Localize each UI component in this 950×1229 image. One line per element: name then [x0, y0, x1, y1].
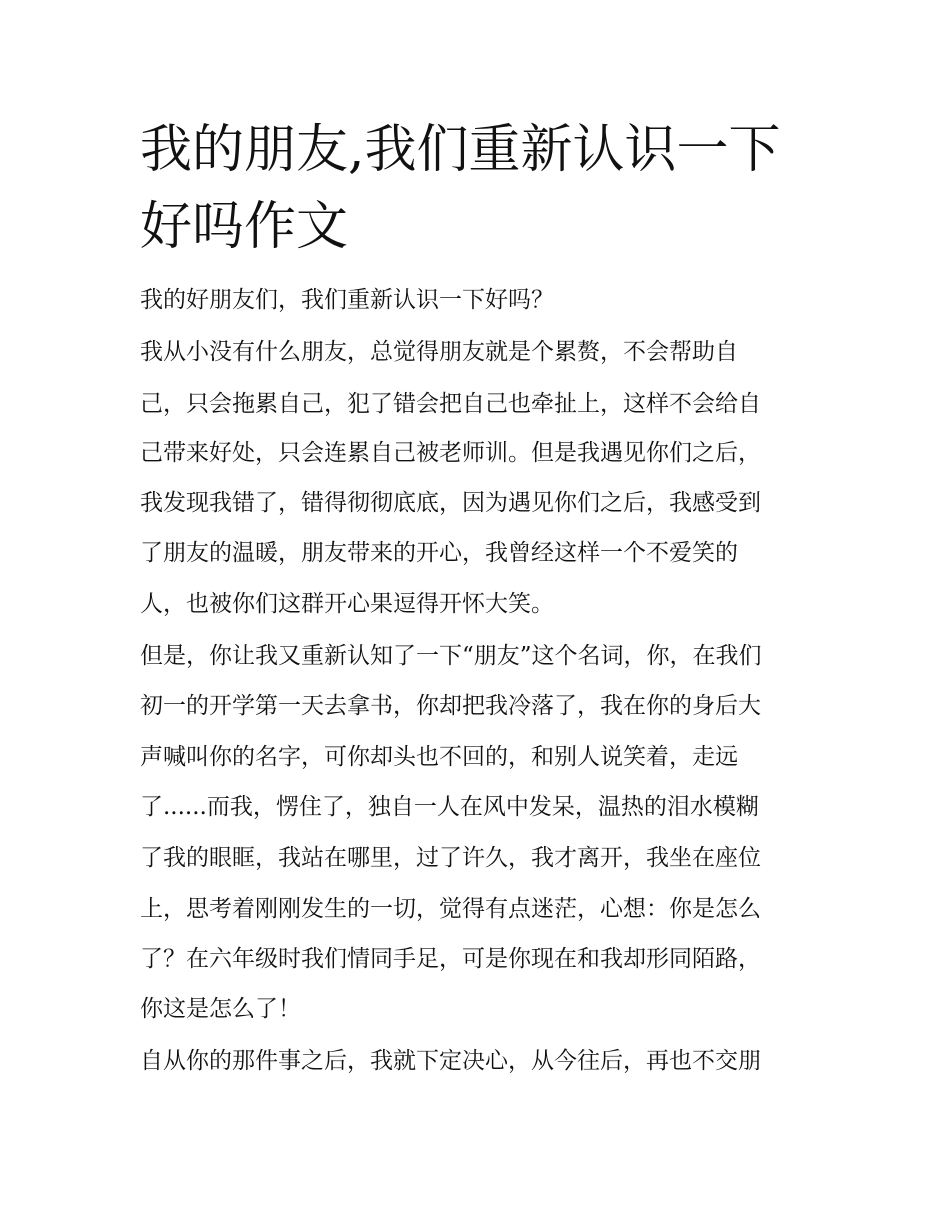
- body-line: 我从小没有什么朋友，总觉得朋友就是个累赘，不会帮助自: [140, 339, 738, 365]
- body-line: 了朋友的温暖，朋友带来的开心，我曾经这样一个不爱笑的: [140, 540, 738, 566]
- body-line: 我的好朋友们，我们重新认识一下好吗？: [140, 287, 554, 313]
- body-line: 声喊叫你的名字，可你却头也不回的，和别人说笑着，走远: [140, 744, 738, 770]
- body-line: 了？在六年级时我们情同手足，可是你现在和我却形同陌路，: [140, 946, 761, 972]
- body-line: 上，思考着刚刚发生的一切，觉得有点迷茫，心想：你是怎么: [140, 896, 761, 922]
- body-line: 人，也被你们这群开心果逗得开怀大笑。: [140, 591, 554, 617]
- body-line: 自从你的那件事之后，我就下定决心，从今往后，再也不交朋: [140, 1048, 761, 1074]
- body-line: 己带来好处，只会连累自己被老师训。但是我遇见你们之后，: [140, 440, 761, 466]
- body-line: 己，只会拖累自己，犯了错会把自己也牵扯上，这样不会给自: [140, 391, 761, 417]
- body-line: 我发现我错了，错得彻彻底底，因为遇见你们之后，我感受到: [140, 490, 761, 516]
- body-line: 但是，你让我又重新认知了一下“朋友”这个名词，你，在我们: [140, 643, 762, 669]
- body-line: 初一的开学第一天去拿书，你却把我冷落了，我在你的身后大: [140, 693, 761, 719]
- body-line: 了我的眼眶，我站在哪里，过了许久，我才离开，我坐在座位: [140, 845, 761, 871]
- page-title: 我的朋友,我们重新认识一下好吗作文: [140, 120, 781, 257]
- body-line: 你这是怎么了！: [140, 996, 301, 1022]
- body-line: 了......而我，愣住了，独自一人在风中发呆，温热的泪水模糊: [140, 794, 759, 820]
